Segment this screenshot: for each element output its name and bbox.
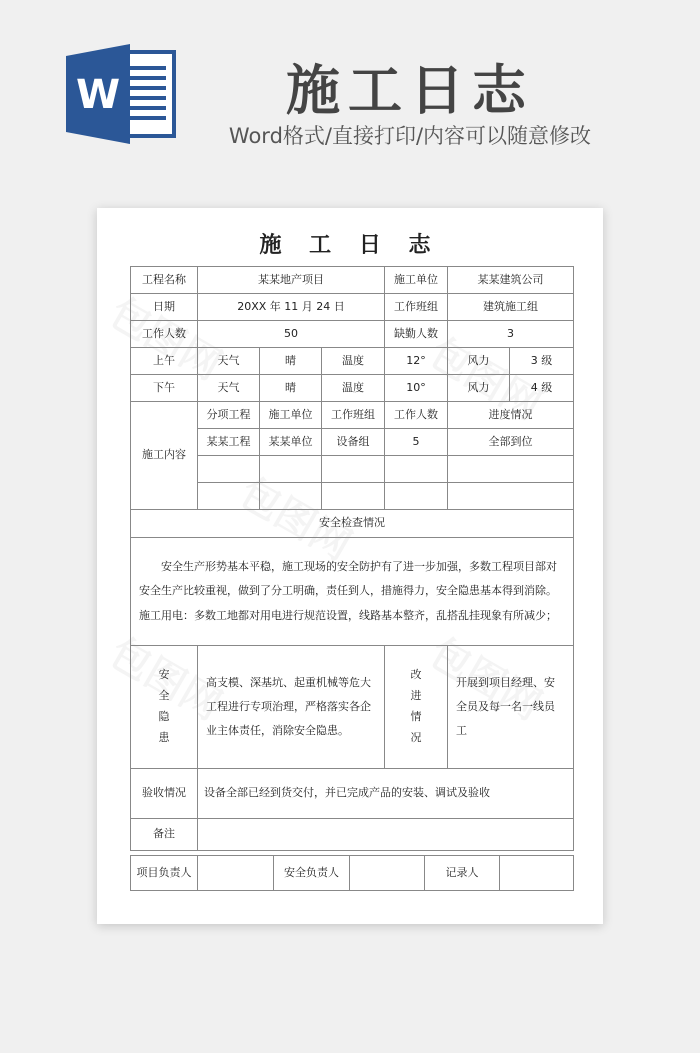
content-header: 分项工程 bbox=[198, 402, 260, 429]
safety-check-title: 安全检查情况 bbox=[131, 510, 574, 538]
content-cell-empty bbox=[322, 483, 385, 510]
date-label: 日期 bbox=[131, 294, 198, 321]
weather-label: 天气 bbox=[198, 348, 260, 375]
date-value: 20XX 年 11 月 24 日 bbox=[198, 294, 385, 321]
weather-value: 晴 bbox=[260, 348, 322, 375]
content-cell-empty bbox=[260, 483, 322, 510]
page-title: 施工日志 bbox=[286, 59, 534, 122]
wind-value: 3 级 bbox=[510, 348, 574, 375]
remark-label: 备注 bbox=[131, 819, 198, 851]
safety-lead-label: 安全负责人 bbox=[274, 856, 350, 891]
page-subtitle: Word格式/直接打印/内容可以随意修改 bbox=[228, 124, 592, 148]
wind-value: 4 级 bbox=[510, 375, 574, 402]
recorder-label: 记录人 bbox=[425, 856, 500, 891]
content-cell-empty bbox=[448, 456, 574, 483]
hazard-text: 高支模、深基坑、起重机械等危大工程进行专项治理，严格落实各企业主体责任，消除安全隐患。 bbox=[198, 646, 385, 769]
recorder-sign bbox=[500, 856, 574, 891]
word-logo-letter: W bbox=[76, 72, 121, 118]
content-cell-empty bbox=[198, 483, 260, 510]
workers-label: 工作人数 bbox=[131, 321, 198, 348]
workers-value: 50 bbox=[198, 321, 385, 348]
content-header: 工作人数 bbox=[385, 402, 448, 429]
content-cell: 全部到位 bbox=[448, 429, 574, 456]
content-cell-empty bbox=[322, 456, 385, 483]
improve-text: 开展到项目经理、安全员及每一名一线员工 bbox=[448, 646, 574, 769]
wind-label: 风力 bbox=[448, 348, 510, 375]
wind-label: 风力 bbox=[448, 375, 510, 402]
temp-label: 温度 bbox=[322, 348, 385, 375]
log-table bbox=[130, 266, 574, 851]
content-cell: 某某工程 bbox=[198, 429, 260, 456]
content-cell-empty bbox=[198, 456, 260, 483]
content-cell: 设备组 bbox=[322, 429, 385, 456]
content-label: 施工内容 bbox=[131, 402, 198, 510]
document-page bbox=[97, 208, 603, 924]
project-lead-label: 项目负责人 bbox=[131, 856, 198, 891]
content-cell-empty bbox=[385, 456, 448, 483]
project-lead-sign bbox=[198, 856, 274, 891]
construction-unit-label: 施工单位 bbox=[385, 267, 448, 294]
period-am: 上午 bbox=[131, 348, 198, 375]
project-name-label: 工程名称 bbox=[131, 267, 198, 294]
safety-check-paragraph: 安全生产形势基本平稳，施工现场的安全防护有了进一步加强，多数工程项目部对安全生产比较重视，做到了分工明确，责任到人，措施得力，安全隐患基本得到消除。施工用电：多数工地都对用电进行规范设置，线路基本整齐，乱搭乱挂现象有所减少； bbox=[139, 560, 557, 622]
content-header: 进度情况 bbox=[448, 402, 574, 429]
remark-value bbox=[198, 819, 574, 851]
improve-label-text: 改进情况 bbox=[410, 668, 422, 744]
construction-unit-value: 某某建筑公司 bbox=[448, 267, 574, 294]
temp-value: 12° bbox=[385, 348, 448, 375]
team-value: 建筑施工组 bbox=[448, 294, 574, 321]
improve-label bbox=[385, 646, 448, 769]
signature-table bbox=[130, 855, 574, 891]
content-cell-empty bbox=[448, 483, 574, 510]
safety-check-text bbox=[131, 538, 574, 646]
content-cell-empty bbox=[385, 483, 448, 510]
team-label: 工作班组 bbox=[385, 294, 448, 321]
temp-value: 10° bbox=[385, 375, 448, 402]
period-pm: 下午 bbox=[131, 375, 198, 402]
weather-label: 天气 bbox=[198, 375, 260, 402]
weather-value: 晴 bbox=[260, 375, 322, 402]
project-name-value: 某某地产项目 bbox=[198, 267, 385, 294]
content-header: 工作班组 bbox=[322, 402, 385, 429]
acceptance-label: 验收情况 bbox=[131, 769, 198, 819]
content-cell: 某某单位 bbox=[260, 429, 322, 456]
content-cell-empty bbox=[260, 456, 322, 483]
content-cell: 5 bbox=[385, 429, 448, 456]
hazard-label-text: 安全隐患 bbox=[158, 668, 170, 744]
absent-label: 缺勤人数 bbox=[385, 321, 448, 348]
content-header: 施工单位 bbox=[260, 402, 322, 429]
acceptance-text: 设备全部已经到货交付，并已完成产品的安装、调试及验收 bbox=[198, 769, 574, 819]
temp-label: 温度 bbox=[322, 375, 385, 402]
safety-lead-sign bbox=[350, 856, 425, 891]
absent-value: 3 bbox=[448, 321, 574, 348]
hazard-label bbox=[131, 646, 198, 769]
document-title: 施 工 日 志 bbox=[259, 233, 441, 258]
